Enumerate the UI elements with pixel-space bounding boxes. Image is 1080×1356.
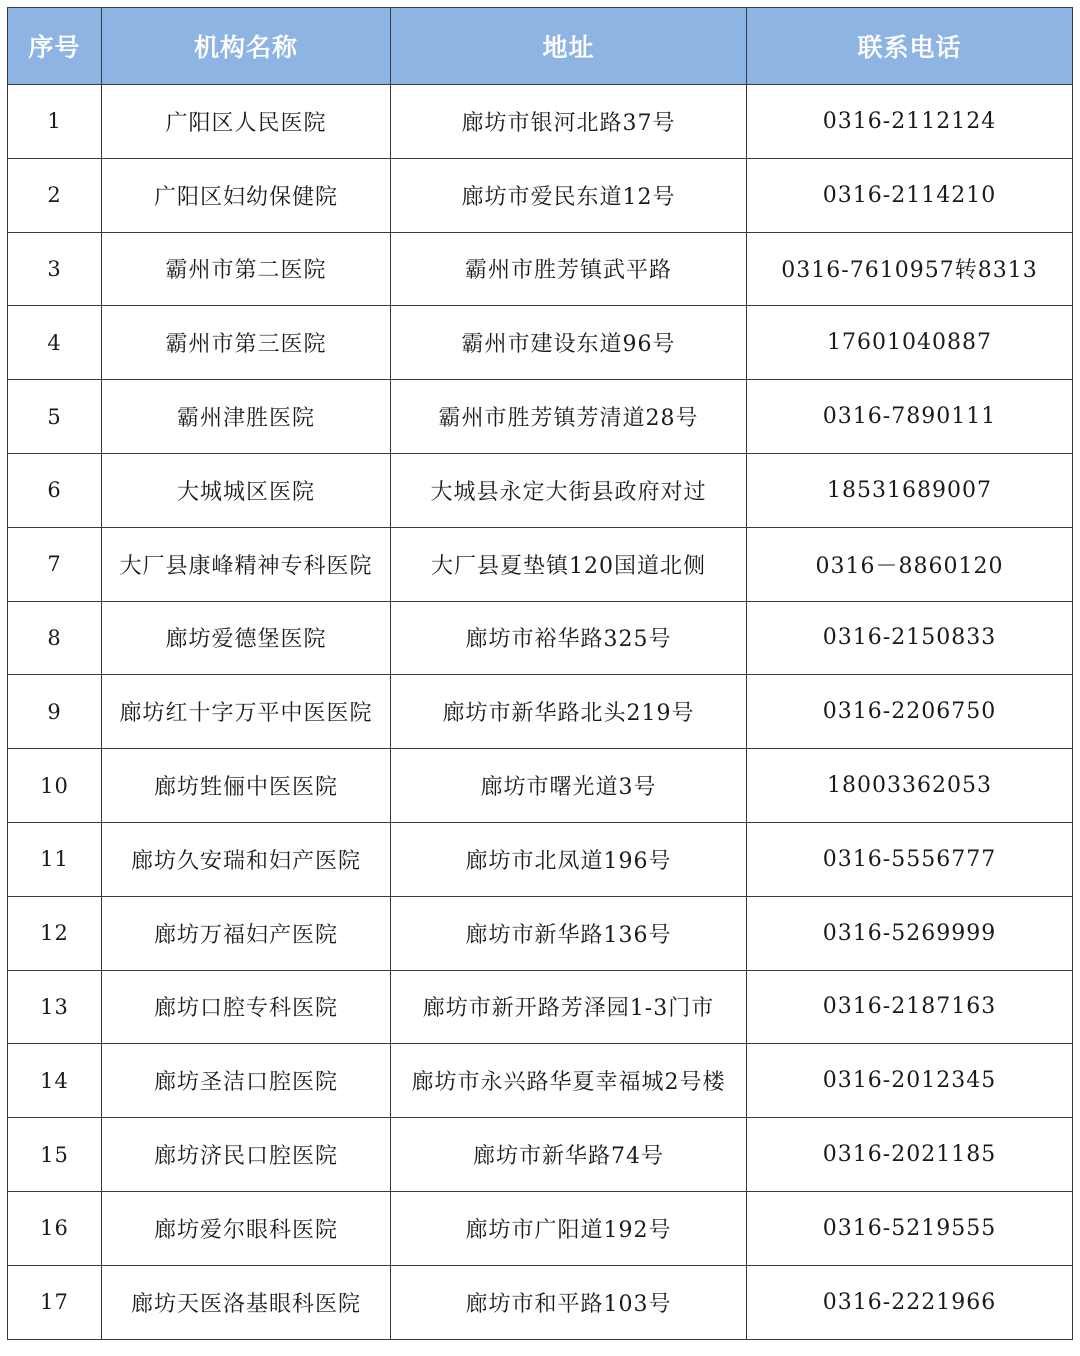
cell-address: 廊坊市裕华路325号 <box>391 601 747 675</box>
cell-name: 大城城区医院 <box>102 453 391 527</box>
cell-no: 11 <box>8 822 102 896</box>
table-row <box>8 232 1073 306</box>
cell-phone: 17601040887 <box>747 306 1073 380</box>
cell-address: 廊坊市新华路136号 <box>391 896 747 970</box>
cell-no: 14 <box>8 1044 102 1118</box>
table-row <box>8 453 1073 527</box>
cell-name: 霸州市第二医院 <box>102 232 391 306</box>
cell-address: 廊坊市新华路北头219号 <box>391 675 747 749</box>
cell-phone: 0316-7890111 <box>747 380 1073 454</box>
cell-address: 廊坊市北凤道196号 <box>391 822 747 896</box>
header-no: 序号 <box>8 8 102 85</box>
cell-address: 廊坊市爱民东道12号 <box>391 158 747 232</box>
cell-no: 5 <box>8 380 102 454</box>
cell-name: 廊坊甡俪中医医院 <box>102 749 391 823</box>
cell-name: 廊坊圣洁口腔医院 <box>102 1044 391 1118</box>
table-row <box>8 527 1073 601</box>
cell-no: 16 <box>8 1191 102 1265</box>
cell-phone: 18003362053 <box>747 749 1073 823</box>
table-row <box>8 85 1073 159</box>
cell-phone: 0316-5269999 <box>747 896 1073 970</box>
cell-name: 廊坊万福妇产医院 <box>102 896 391 970</box>
cell-address: 大厂县夏垫镇120国道北侧 <box>391 527 747 601</box>
cell-no: 7 <box>8 527 102 601</box>
cell-name: 大厂县康峰精神专科医院 <box>102 527 391 601</box>
cell-no: 17 <box>8 1265 102 1339</box>
cell-no: 6 <box>8 453 102 527</box>
cell-no: 1 <box>8 85 102 159</box>
table-row <box>8 896 1073 970</box>
cell-no: 15 <box>8 1118 102 1192</box>
cell-phone: 0316-5556777 <box>747 822 1073 896</box>
cell-name: 廊坊久安瑞和妇产医院 <box>102 822 391 896</box>
cell-address: 廊坊市新开路芳泽园1-3门市 <box>391 970 747 1044</box>
cell-address: 廊坊市永兴路华夏幸福城2号楼 <box>391 1044 747 1118</box>
cell-phone: 0316-2187163 <box>747 970 1073 1044</box>
cell-name: 霸州市第三医院 <box>102 306 391 380</box>
table-row <box>8 1265 1073 1339</box>
cell-phone: 0316-2021185 <box>747 1118 1073 1192</box>
hospital-table-container <box>7 7 1072 1340</box>
hospital-table <box>7 7 1073 1340</box>
table-row <box>8 822 1073 896</box>
cell-name: 廊坊爱尔眼科医院 <box>102 1191 391 1265</box>
table-body <box>8 85 1073 1340</box>
table-row <box>8 306 1073 380</box>
cell-address: 廊坊市银河北路37号 <box>391 85 747 159</box>
table-row <box>8 158 1073 232</box>
table-row <box>8 1118 1073 1192</box>
cell-phone: 0316-2114210 <box>747 158 1073 232</box>
cell-phone: 0316-2221966 <box>747 1265 1073 1339</box>
cell-phone: 0316-5219555 <box>747 1191 1073 1265</box>
cell-name: 廊坊天医洛基眼科医院 <box>102 1265 391 1339</box>
cell-name: 廊坊济民口腔医院 <box>102 1118 391 1192</box>
cell-address: 廊坊市曙光道3号 <box>391 749 747 823</box>
header-phone: 联系电话 <box>747 8 1073 85</box>
table-row <box>8 675 1073 749</box>
cell-no: 4 <box>8 306 102 380</box>
cell-name: 广阳区人民医院 <box>102 85 391 159</box>
table-row <box>8 749 1073 823</box>
table-row <box>8 1191 1073 1265</box>
table-row <box>8 1044 1073 1118</box>
cell-address: 廊坊市广阳道192号 <box>391 1191 747 1265</box>
cell-name: 廊坊口腔专科医院 <box>102 970 391 1044</box>
cell-no: 9 <box>8 675 102 749</box>
cell-no: 12 <box>8 896 102 970</box>
cell-phone: 18531689007 <box>747 453 1073 527</box>
cell-phone: 0316-7610957转8313 <box>747 232 1073 306</box>
cell-no: 2 <box>8 158 102 232</box>
cell-name: 廊坊爱德堡医院 <box>102 601 391 675</box>
cell-phone: 0316－8860120 <box>747 527 1073 601</box>
cell-phone: 0316-2112124 <box>747 85 1073 159</box>
cell-address: 霸州市胜芳镇芳清道28号 <box>391 380 747 454</box>
header-row <box>8 8 1073 85</box>
cell-no: 13 <box>8 970 102 1044</box>
cell-address: 大城县永定大街县政府对过 <box>391 453 747 527</box>
cell-address: 霸州市胜芳镇武平路 <box>391 232 747 306</box>
header-address: 地址 <box>391 8 747 85</box>
table-row <box>8 970 1073 1044</box>
cell-phone: 0316-2012345 <box>747 1044 1073 1118</box>
cell-phone: 0316-2206750 <box>747 675 1073 749</box>
cell-no: 8 <box>8 601 102 675</box>
cell-no: 3 <box>8 232 102 306</box>
cell-name: 廊坊红十字万平中医医院 <box>102 675 391 749</box>
cell-phone: 0316-2150833 <box>747 601 1073 675</box>
cell-no: 10 <box>8 749 102 823</box>
table-row <box>8 380 1073 454</box>
table-header <box>8 8 1073 85</box>
cell-name: 广阳区妇幼保健院 <box>102 158 391 232</box>
header-name: 机构名称 <box>102 8 391 85</box>
table-row <box>8 601 1073 675</box>
cell-address: 霸州市建设东道96号 <box>391 306 747 380</box>
cell-name: 霸州津胜医院 <box>102 380 391 454</box>
cell-address: 廊坊市和平路103号 <box>391 1265 747 1339</box>
cell-address: 廊坊市新华路74号 <box>391 1118 747 1192</box>
